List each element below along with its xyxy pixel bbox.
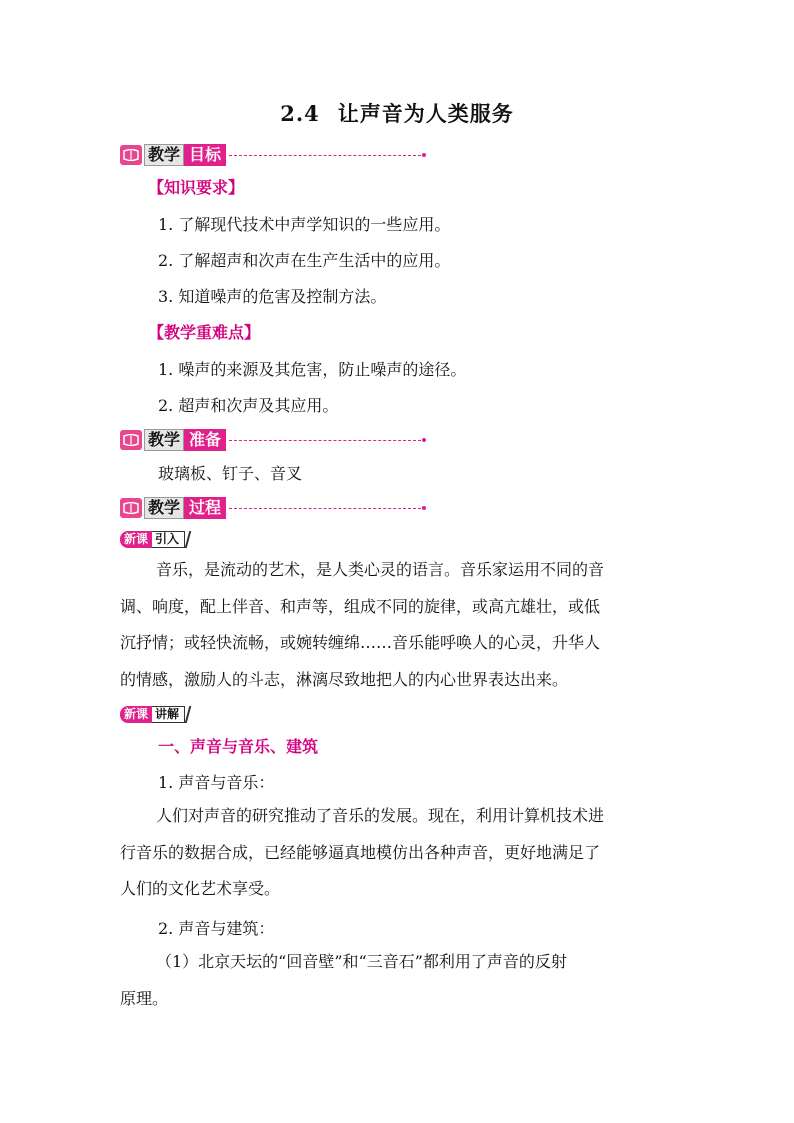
tag-label-a: 新课 [120,706,152,723]
list-item: 3. 知道噪声的危害及控制方法。 [158,287,387,306]
section-divider [229,155,421,156]
tag-new-lesson-lecture [120,705,189,723]
paragraph-line: 原理。 [120,988,169,1008]
paragraph-line: 沉抒情；或轻快流畅，或婉转缠绵……音乐能呼唤人的心灵，升华人 [120,633,601,653]
section-label-a: 教学 [144,429,184,451]
section-header-goal [120,144,426,166]
tag-label-a: 新课 [120,531,152,548]
list-item: 1. 了解现代技术中声学知识的一些应用。 [158,215,451,234]
paragraph-line: 人们对声音的研究推动了音乐的发展。现在，利用计算机技术进 [156,806,605,825]
architecture-paragraph [120,944,680,1017]
book-icon [120,145,142,165]
section-label-a: 教学 [144,497,184,519]
paragraph-line: 调、响度，配上伴音、和声等，组成不同的旋律，或高亢雄壮，或低 [120,596,601,616]
book-icon [120,430,142,450]
heading-sound-music-architecture: 一、声音与音乐、建筑 [158,737,319,756]
paragraph-line: 人们的文化艺术享受。 [120,879,281,899]
tag-label-b: 讲解 [152,706,185,723]
paragraph-line: 音乐，是流动的艺术，是人类心灵的语言。音乐家运用不同的音 [156,560,605,579]
section-header-process [120,497,426,519]
section-label-b: 过程 [184,497,226,519]
page-title [0,98,794,128]
paragraph-line: 的情感，激励人的斗志，淋漓尽致地把人的内心世界表达出来。 [120,670,569,690]
tag-label-b: 引入 [152,531,185,548]
knowledge-heading: 【知识要求】 [148,178,245,197]
music-paragraph [120,798,680,908]
section-divider [229,440,421,441]
key-points-heading: 【教学重难点】 [148,323,261,342]
divider-dot [422,153,426,157]
list-item: 1. 噪声的来源及其危害，防止噪声的途径。 [158,360,467,379]
paragraph-line: （1）北京天坛的“回音壁”和“三音石”都利用了声音的反射 [156,952,567,971]
title-text: 让声音为人类服务 [337,101,514,126]
book-icon [120,498,142,518]
subheading-sound-architecture: 2. 声音与建筑： [158,919,275,938]
subheading-sound-music: 1. 声音与音乐： [158,773,275,792]
section-label-a: 教学 [144,144,184,166]
intro-paragraph [120,552,680,699]
section-header-prep [120,429,426,451]
section-label-b: 目标 [184,144,226,166]
materials-text: 玻璃板、钉子、音叉 [158,464,303,483]
section-divider [229,508,421,509]
paragraph-line: 行音乐的数据合成，已经能够逼真地模仿出各种声音，更好地满足了 [120,842,601,862]
list-item: 2. 超声和次声及其应用。 [158,396,339,415]
divider-dot [422,438,426,442]
tag-new-lesson-intro [120,530,189,548]
section-label-b: 准备 [184,429,226,451]
list-item: 2. 了解超声和次声在生产生活中的应用。 [158,251,451,270]
divider-dot [422,506,426,510]
section-number: 2.4 [280,101,320,126]
